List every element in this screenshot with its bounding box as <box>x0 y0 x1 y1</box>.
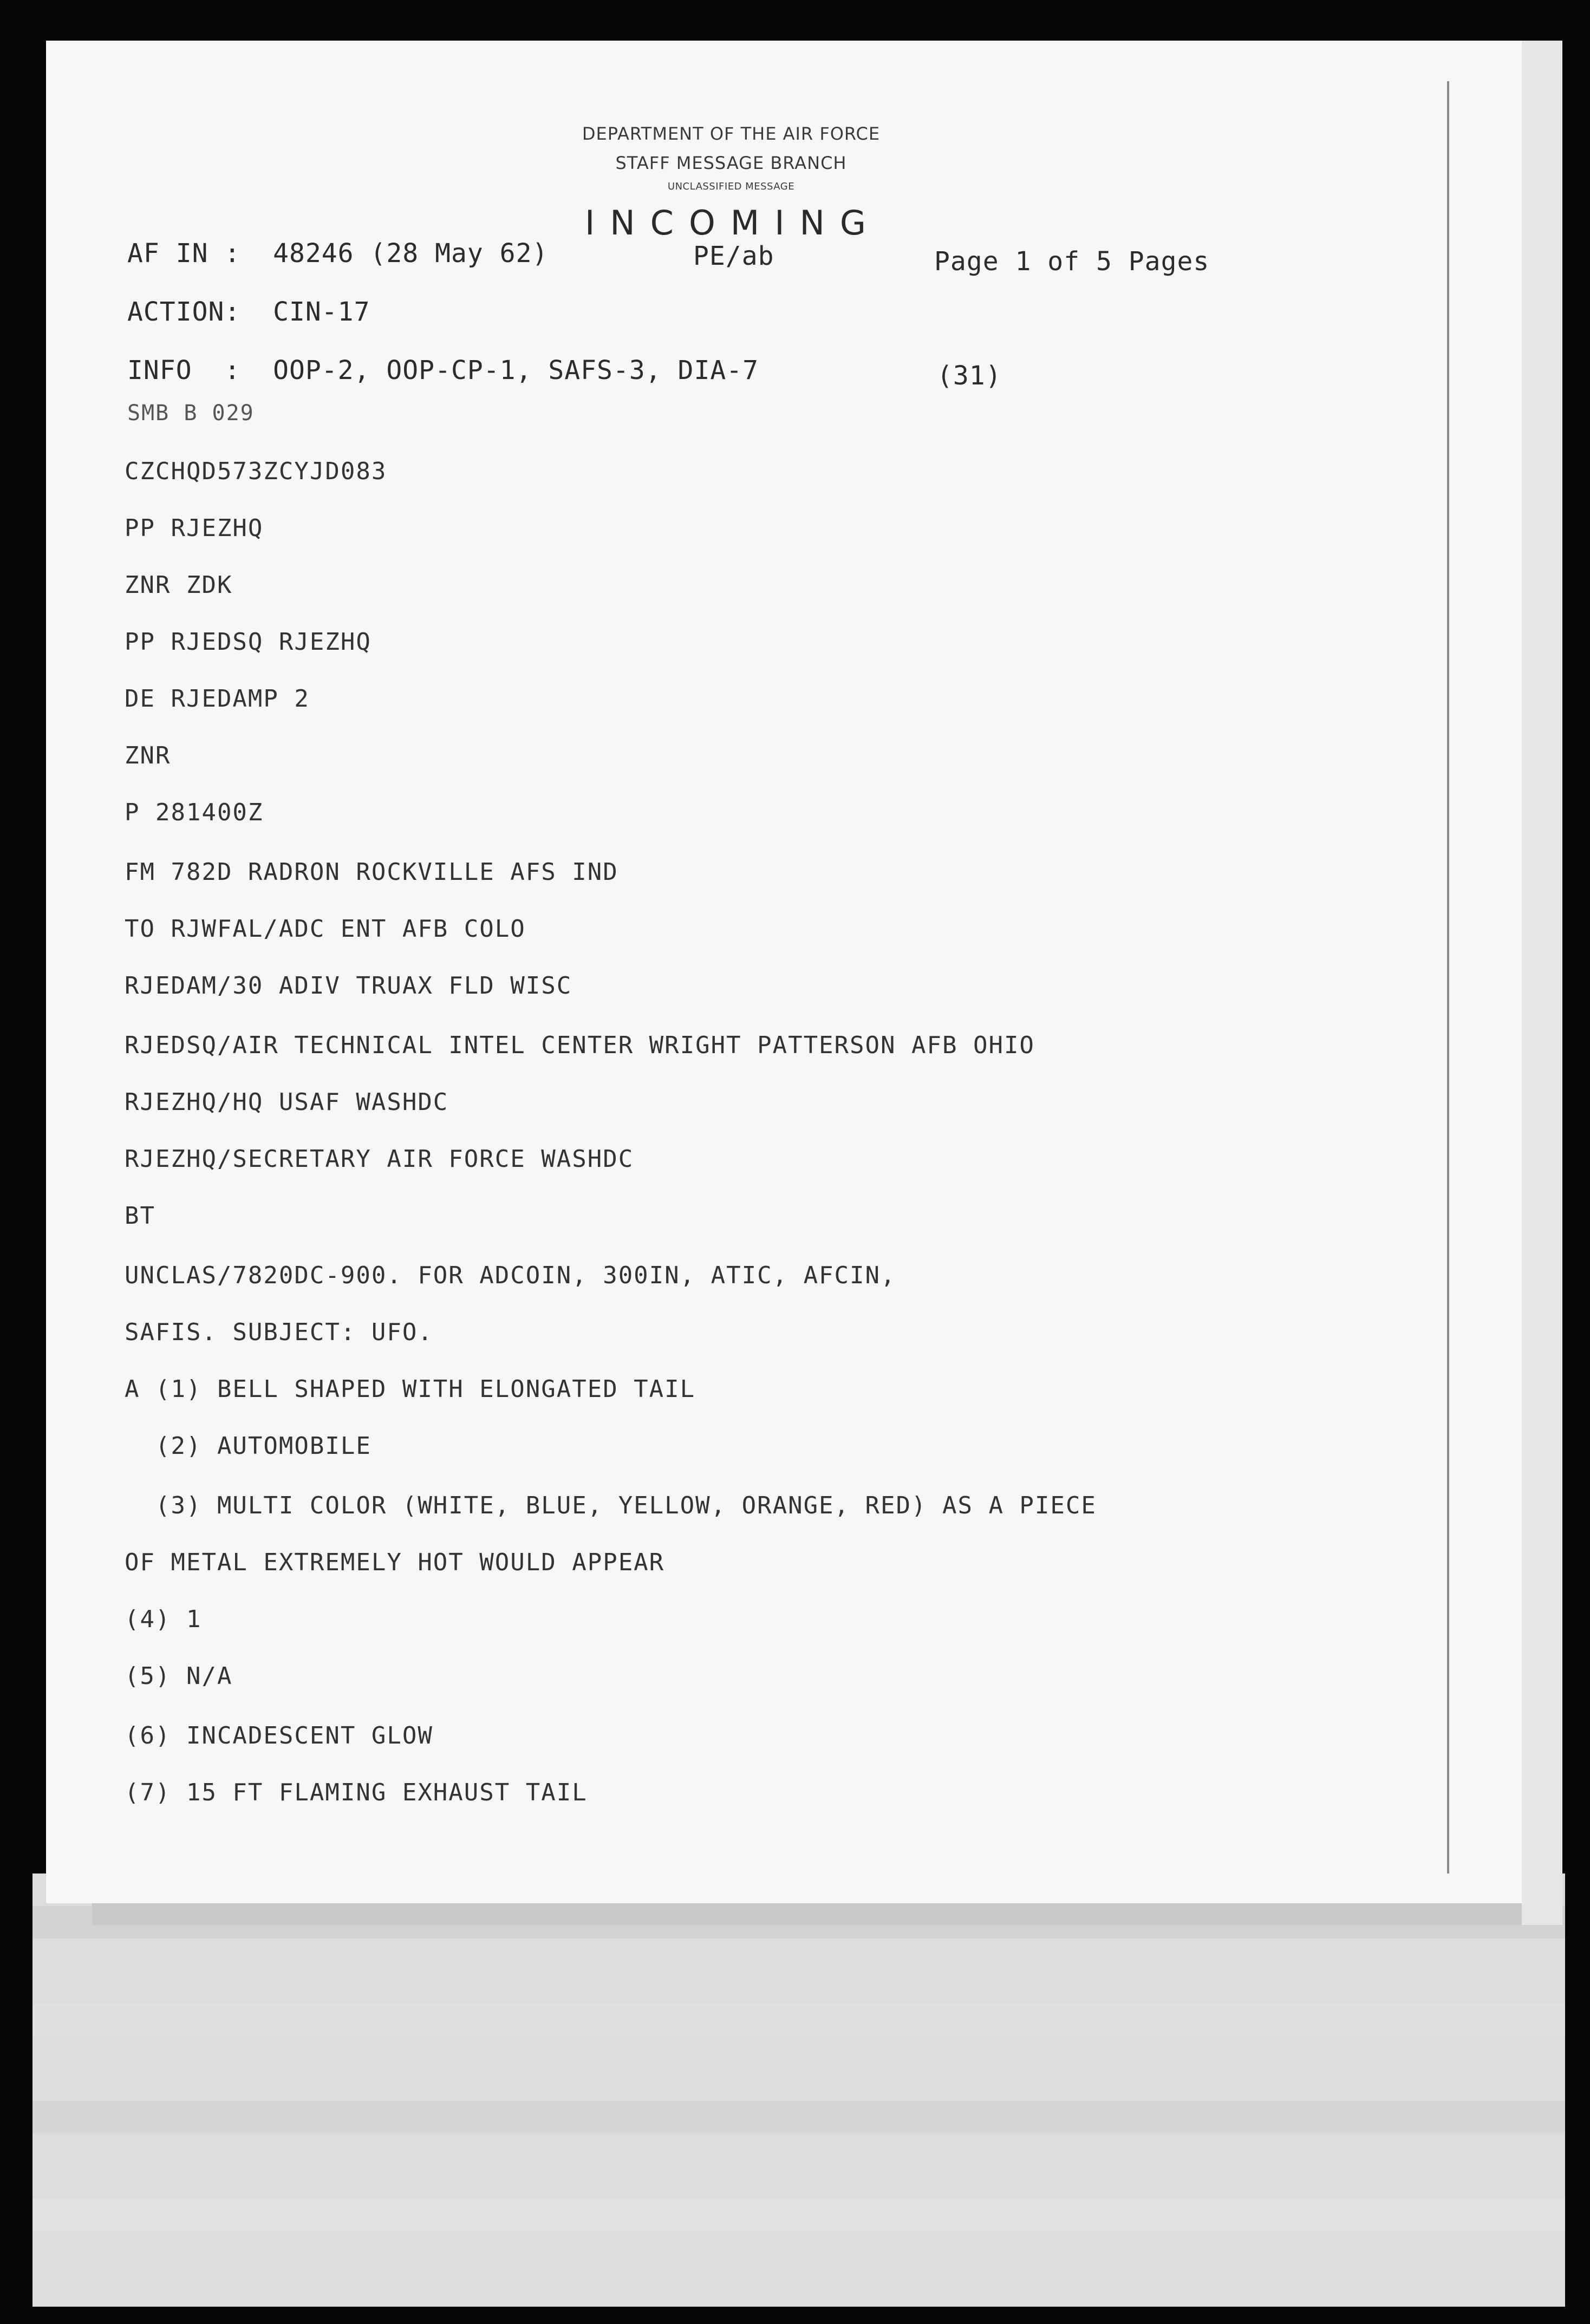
af-in-number: AF IN : 48246 (28 May 62) <box>127 238 549 269</box>
message-line: A (1) BELL SHAPED WITH ELONGATED TAIL <box>125 1375 696 1403</box>
message-line: ZNR <box>125 742 171 769</box>
message-line: ZNR ZDK <box>125 571 233 599</box>
message-line: CZCHQD573ZCYJD083 <box>125 458 387 485</box>
message-line: (5) N/A <box>125 1662 233 1690</box>
right-margin-line <box>1447 81 1449 1873</box>
message-line: RJEZHQ/HQ USAF WASHDC <box>125 1088 449 1116</box>
message-line: (4) 1 <box>125 1605 202 1633</box>
message-line: (3) MULTI COLOR (WHITE, BLUE, YELLOW, ORANGE, RED) AS A PIECE <box>125 1492 1097 1519</box>
message-line: RJEDSQ/AIR TECHNICAL INTEL CENTER WRIGHT PATTERSON AFB OHIO <box>125 1032 1035 1059</box>
smb-number: SMB B 029 <box>127 401 255 426</box>
message-line: (7) 15 FT FLAMING EXHAUST TAIL <box>125 1779 588 1806</box>
action-line: ACTION: CIN-17 <box>127 297 370 327</box>
sheet-shadow <box>92 1903 1522 1925</box>
message-line: (6) INCADESCENT GLOW <box>125 1722 433 1749</box>
message-line: P 281400Z <box>125 799 264 826</box>
page-count: Page 1 of 5 Pages <box>934 246 1210 277</box>
message-line: RJEZHQ/SECRETARY AIR FORCE WASHDC <box>125 1145 634 1173</box>
right-edge-strip <box>1522 41 1562 1925</box>
message-line: FM 782D RADRON ROCKVILLE AFS IND <box>125 858 618 886</box>
message-line: TO RJWFAL/ADC ENT AFB COLO <box>125 915 526 943</box>
lower-background <box>32 1873 1565 2307</box>
info-count: (31) <box>937 361 1002 391</box>
pe-initials: PE/ab <box>693 241 774 271</box>
message-line: (2) AUTOMOBILE <box>125 1432 372 1460</box>
message-line: PP RJEDSQ RJEZHQ <box>125 628 372 656</box>
info-line: INFO : OOP-2, OOP-CP-1, SAFS-3, DIA-7 <box>127 355 759 386</box>
incoming-stamp: INCOMING <box>585 203 881 243</box>
message-line: BT <box>125 1202 155 1230</box>
message-line: UNCLAS/7820DC-900. FOR ADCOIN, 300IN, ATIC, AFCIN, <box>125 1262 896 1289</box>
branch-heading: STAFF MESSAGE BRANCH <box>615 153 847 173</box>
message-line: SAFIS. SUBJECT: UFO. <box>125 1318 433 1346</box>
background-band <box>32 2198 1565 2231</box>
background-band <box>32 2101 1565 2133</box>
message-line: RJEDAM/30 ADIV TRUAX FLD WISC <box>125 972 572 1000</box>
classification-heading: UNCLASSIFIED MESSAGE <box>667 181 795 192</box>
message-line: OF METAL EXTREMELY HOT WOULD APPEAR <box>125 1549 665 1576</box>
message-line: PP RJEZHQ <box>125 514 264 542</box>
department-heading: DEPARTMENT OF THE AIR FORCE <box>582 123 881 144</box>
background-band <box>32 2003 1565 2036</box>
message-line: DE RJEDAMP 2 <box>125 685 310 713</box>
